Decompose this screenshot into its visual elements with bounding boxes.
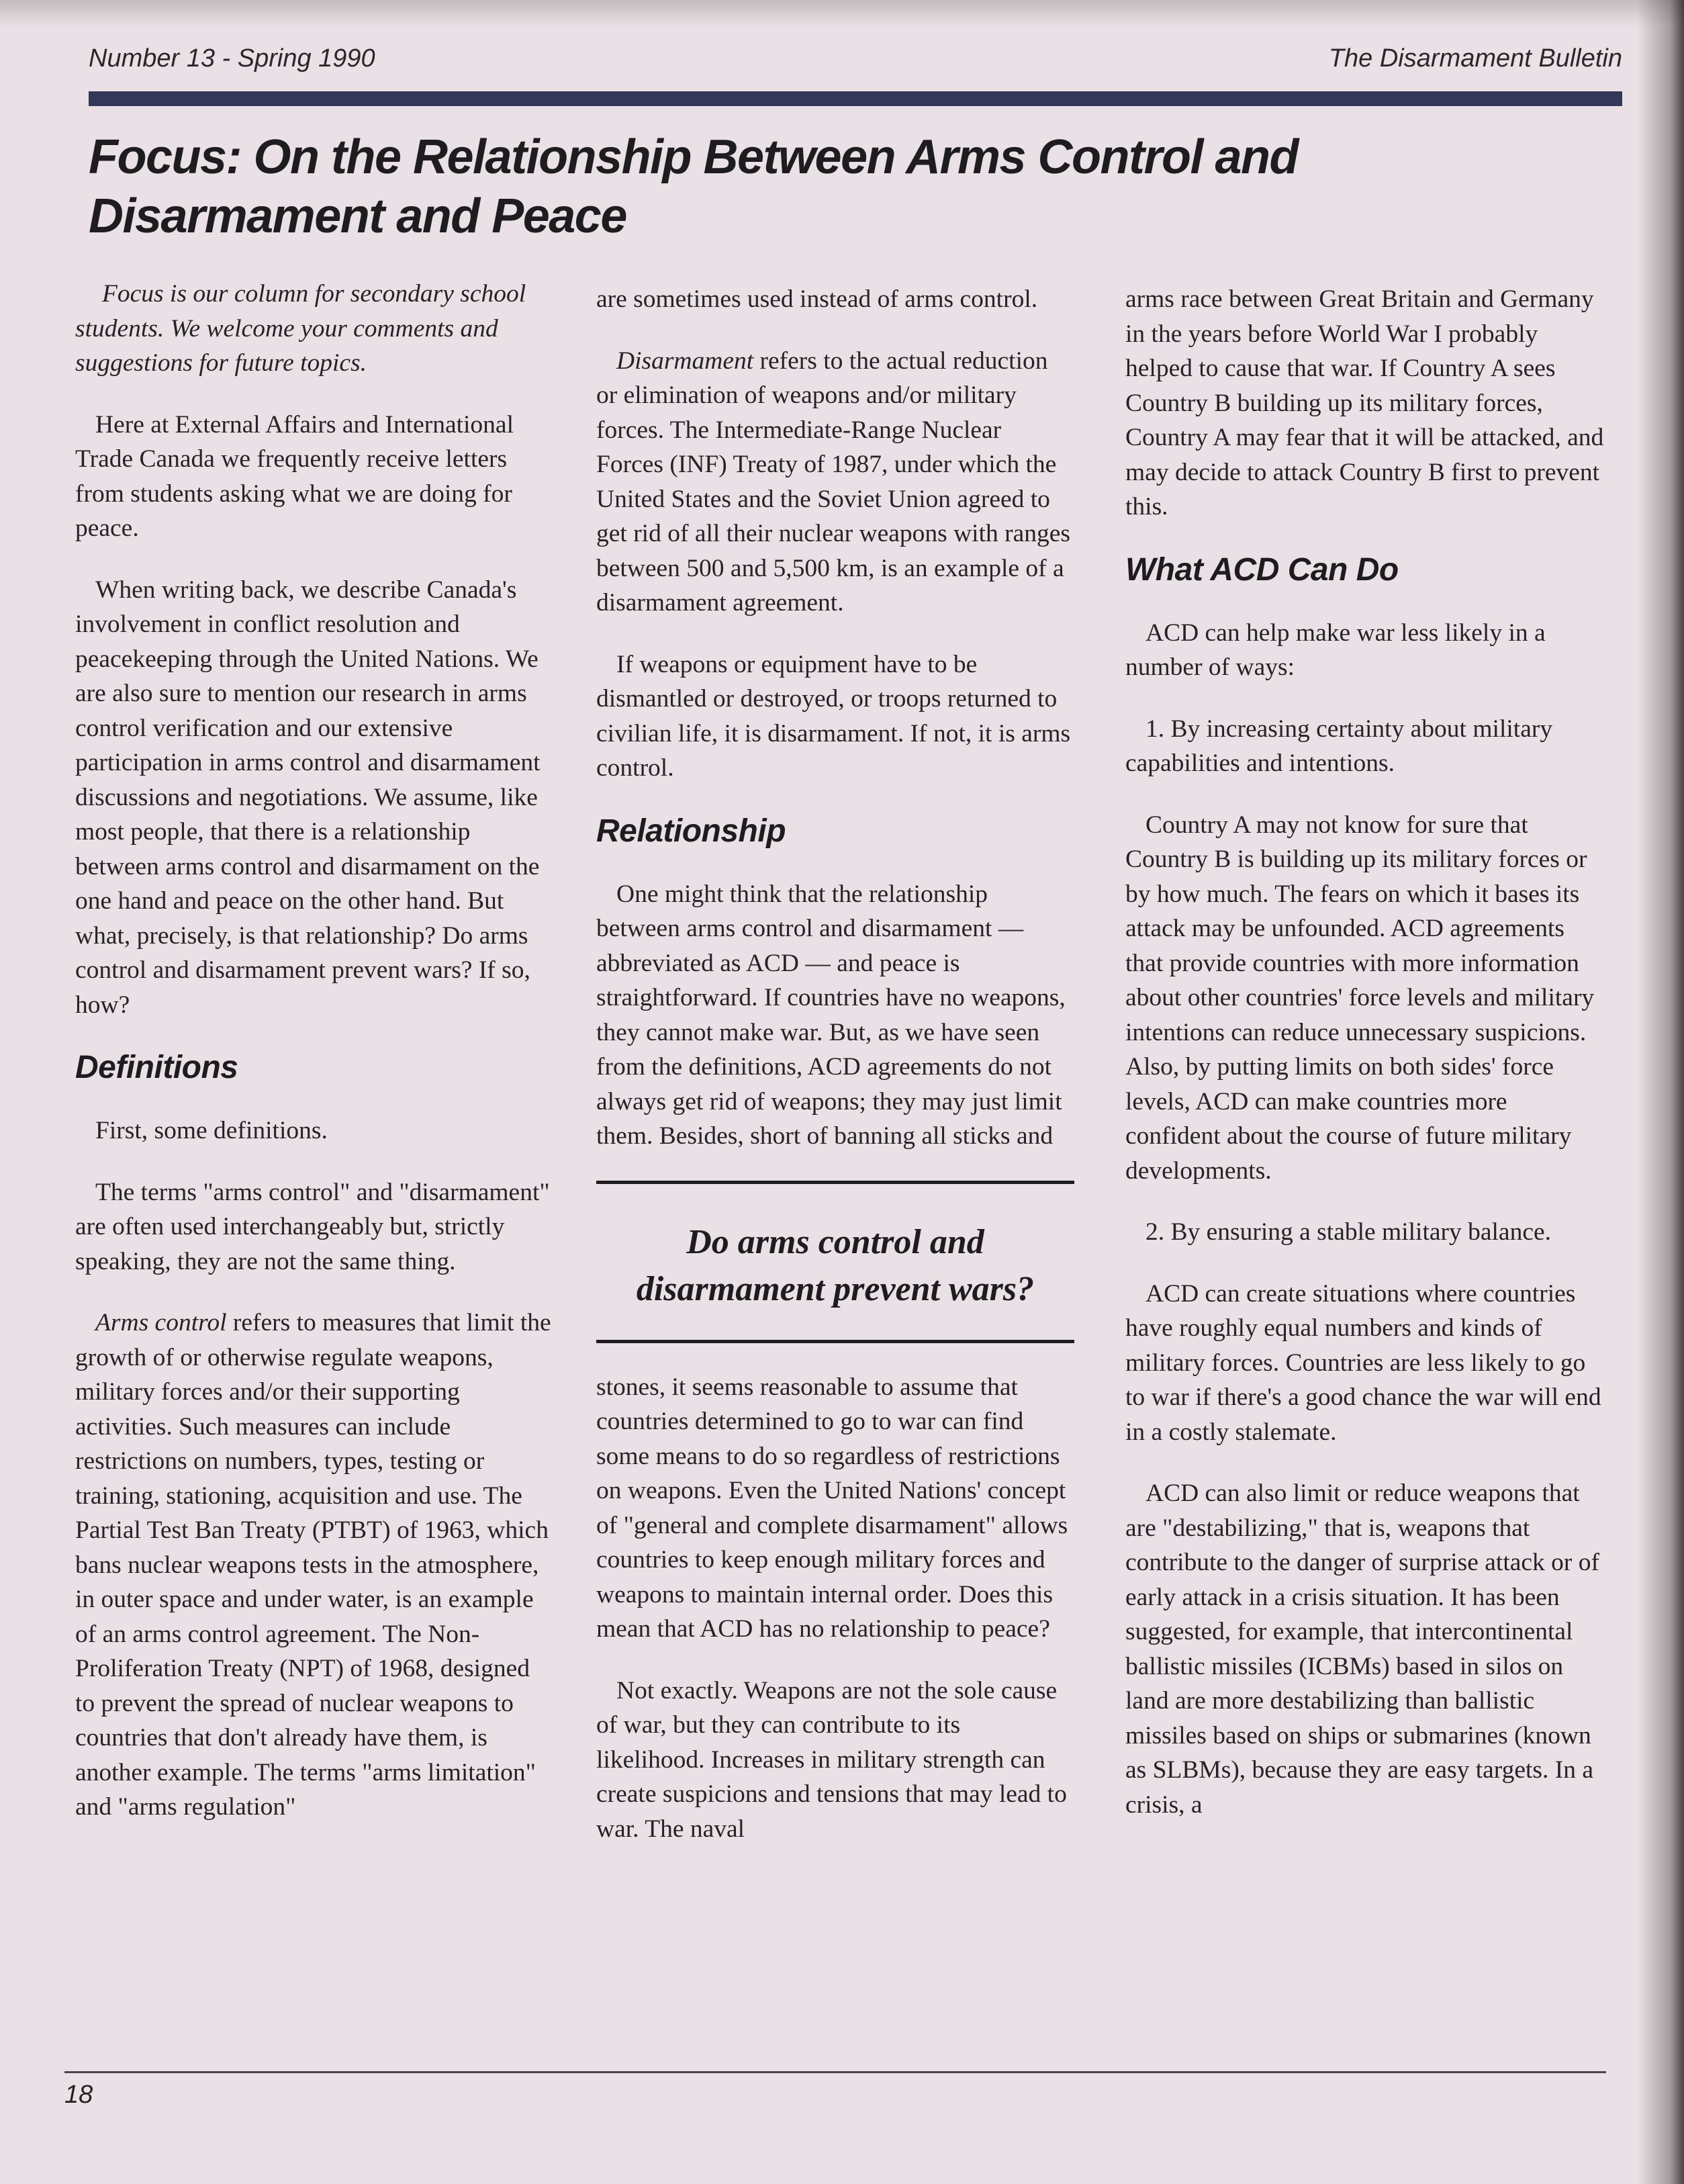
heading-what-acd-can-do: What ACD Can Do [1125, 551, 1399, 588]
paragraph: First, some definitions. [95, 1117, 328, 1144]
pull-quote [596, 1181, 1074, 1343]
paragraph-disarmament [596, 344, 1074, 621]
page-number: 18 [64, 2081, 93, 2109]
header-rule [89, 91, 1622, 106]
pull-quote-text: Do arms control and disarmament prevent wars? [636, 1222, 1035, 1308]
paragraph: arms race between Great Britain and Germany in the years before World War I probably helped to cause that war. If Country A sees Country B building up its military forces, Country A may fear that it will be attacked, and may decide to attack Country B first to prevent this. [1125, 285, 1604, 520]
paragraph-arms-control [75, 1306, 553, 1825]
term-disarmament: Disarmament [616, 347, 754, 375]
paragraph: ACD can help make war less likely in a number of ways: [1125, 619, 1546, 681]
term-arms-control: Arms control [95, 1309, 227, 1336]
page-top-shadow [0, 0, 1684, 27]
publication-name: The Disarmament Bulletin [1328, 44, 1622, 73]
paragraph: Country A may not know for sure that Country B is building up its military forces or by how much. The fears on which it bases its attack may be unfounded. ACD agreements that provide countries with more information about other countries' force levels and military intentions can reduce unnecessary suspicions. Also, by putting limits on both sides' force levels, ACD can make countries more confident about the course of future military developments. [1125, 811, 1595, 1185]
article-title: Focus: On the Relationship Between Arms Control and Disarmament and Peace [89, 130, 1298, 243]
paragraph: ACD can create situations where countries have roughly equal numbers and kinds of military forces. Countries are less likely to go to war if there's a good chance the war will end in a costly stalemate. [1125, 1279, 1601, 1446]
heading-definitions: Definitions [75, 1050, 238, 1085]
column-1 [75, 277, 553, 1852]
paragraph: are sometimes used instead of arms control. [596, 285, 1038, 313]
paragraph: Here at External Affairs and International Trade Canada we frequently receive letters from students asking what we are doing for peace. [75, 410, 514, 542]
column-intro: Focus is our column for secondary school students. We welcome your comments and suggestions for future topics. [75, 280, 526, 377]
column-2 [596, 282, 1074, 1873]
column-3 [1125, 282, 1607, 1849]
list-point-1: 1. By increasing certainty about military capabilities and intentions. [1125, 715, 1553, 777]
paragraph: One might think that the relationship between arms control and disarmament — abbreviated as ACD — and peace is straightforward. If countries have no weapons, they cannot make war. But, as we have seen from the definitions, ACD agreements do not always get rid of weapons; they may just limit them. Besides, short of banning all sticks and [596, 880, 1066, 1150]
heading-relationship: Relationship [596, 813, 786, 849]
paragraph: When writing back, we describe Canada's involvement in conflict resolution and peacekeeping through the United Nations. We are also sure to mention our research in arms control verification and our extensive participation in arms control and disarmament discussions and negotiations. We assume, like most people, that there is a relationship between arms control and disarmament on the one hand and peace on the other hand. But what, precisely, is that relationship? Do arms control and disarmament prevent wars? If so, how? [75, 576, 541, 1019]
paragraph: ACD can also limit or reduce weapons that are "destabilizing," that is, weapons that contribute to the danger of surprise attack or of early attack in a crisis situation. It has been suggested, for example, that intercontinental ballistic missiles (ICBMs) based in silos on land are more destabilizing than ballistic missiles based on ships or submarines (known as SLBMs), because they are easy targets. In a crisis, a [1125, 1480, 1599, 1819]
paragraph-text: refers to the actual reduction or elimination of weapons and/or military forces. The Intermediate-Range Nuclear Forces (INF) Treaty of 1987, under which the United States and the Soviet Union agreed to get rid of all their nuclear weapons with ranges between 500 and 5,500 km, is an example of a disarmament agreement. [596, 347, 1070, 617]
pull-quote-bottom-rule [596, 1340, 1074, 1343]
binding-shadow [1637, 0, 1684, 2184]
paragraph: If weapons or equipment have to be dismantled or destroyed, or troops returned to civilian life, it is disarmament. If not, it is arms control. [596, 650, 1071, 782]
issue-label: Number 13 - Spring 1990 [89, 44, 375, 73]
list-point-2: 2. By ensuring a stable military balance. [1145, 1218, 1551, 1246]
paragraph: The terms "arms control" and "disarmament" are often used interchangeably but, strictly speaking, they are not the same thing. [75, 1178, 550, 1275]
paragraph: stones, it seems reasonable to assume that countries determined to go to war can find some means to do so regardless of restrictions on weapons. Even the United Nations' concept of "general and complete disarmament" allows countries to keep enough military forces and weapons to maintain internal order. Does this mean that ACD has no relationship to peace? [596, 1373, 1068, 1643]
footer-rule [64, 2071, 1606, 2073]
paragraph-text: refers to measures that limit the growth of or otherwise regulate weapons, military forces and/or their supporting activities. Such measures can include restrictions on numbers, types, testing or training, stationing, acquisition and use. The Partial Test Ban Treaty (PTBT) of 1963, which bans nuclear weapons tests in the atmosphere, in outer space and under water, is an example of an arms control agreement. The Non-Proliferation Treaty (NPT) of 1968, designed to prevent the spread of nuclear weapons to countries that don't already have them, is another example. The terms "arms limitation" and "arms regulation" [75, 1309, 551, 1821]
paragraph: Not exactly. Weapons are not the sole cause of war, but they can contribute to its likelihood. Increases in military strength can create suspicions and tensions that may lead to war. The naval [596, 1676, 1067, 1843]
